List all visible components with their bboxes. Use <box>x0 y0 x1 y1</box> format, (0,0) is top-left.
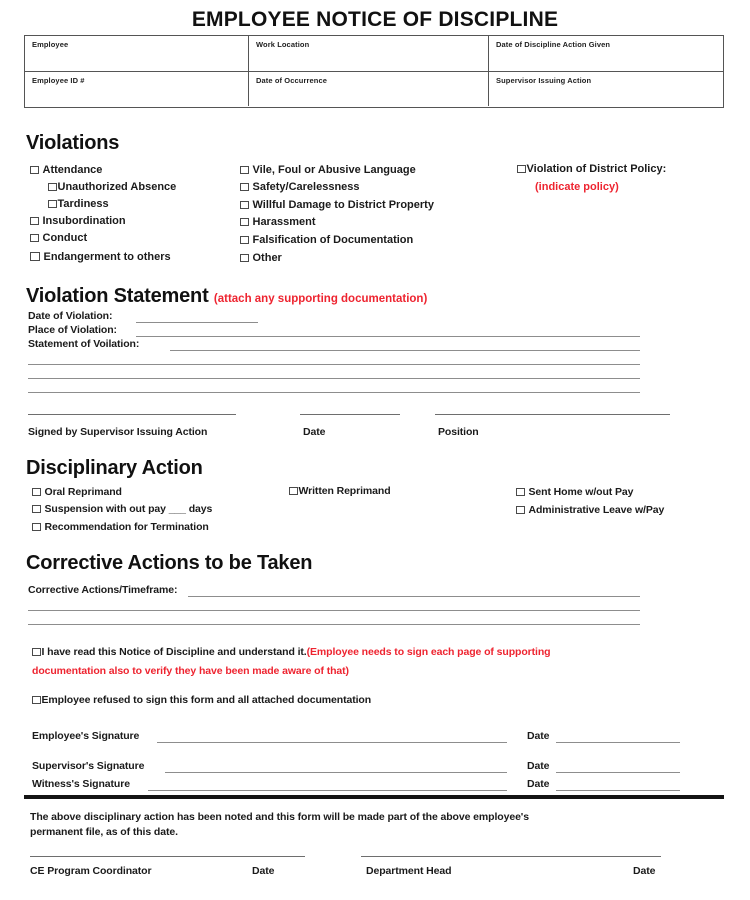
signature-line-ce-program-coordinator[interactable] <box>30 856 305 857</box>
statement-line-2[interactable] <box>28 364 640 365</box>
page-title: EMPLOYEE NOTICE OF DISCIPLINE <box>191 8 559 31</box>
employee-info-table <box>24 35 724 108</box>
checkbox-label: Recommendation for Termination <box>44 521 209 533</box>
input-place-of-violation[interactable] <box>136 336 640 337</box>
signature-line-date[interactable] <box>300 414 400 415</box>
checkbox-recommendation-for-termination[interactable] <box>32 521 209 533</box>
checkbox-label: I have read this Notice of Discipline and understand it. <box>41 646 307 658</box>
signature-line-department-head[interactable] <box>361 856 661 857</box>
checkbox-box-icon[interactable] <box>240 166 249 175</box>
caption-department-head-date: Date <box>633 865 656 877</box>
checkbox-box-icon[interactable] <box>516 488 525 497</box>
input-corrective-actions-timeframe[interactable] <box>188 596 640 597</box>
checkbox-tardiness[interactable] <box>48 198 109 210</box>
checkbox-box-icon[interactable] <box>240 254 249 263</box>
checkbox-box-icon[interactable] <box>289 487 298 496</box>
input-witness-signature[interactable] <box>148 790 507 791</box>
checkbox-box-icon[interactable] <box>30 252 40 262</box>
checkbox-box-icon[interactable] <box>240 218 249 227</box>
checkbox-unauthorized-absence[interactable] <box>48 181 176 193</box>
cell-date-of-discipline-action-given[interactable]: Date of Discipline Action Given <box>488 36 722 71</box>
label-employee-signature: Employee's Signature <box>32 730 140 742</box>
violations-heading: Violations <box>26 132 120 154</box>
checkbox-attendance[interactable] <box>30 164 102 176</box>
statement-line-4[interactable] <box>28 392 640 393</box>
footer-statement <box>30 810 529 840</box>
checkbox-label: Oral Reprimand <box>44 486 122 498</box>
table-row <box>25 36 723 72</box>
cell-employee-id[interactable]: Employee ID # <box>32 76 85 85</box>
checkbox-box-icon[interactable] <box>240 236 249 245</box>
checkbox-label: Unauthorized Absence <box>57 181 177 193</box>
checkbox-vile-foul-abusive-language[interactable] <box>240 164 416 176</box>
checkbox-written-reprimand[interactable] <box>289 485 391 497</box>
checkbox-box-icon[interactable] <box>48 200 57 209</box>
checkbox-box-icon[interactable] <box>240 201 249 210</box>
corrective-actions-line-2[interactable] <box>28 610 640 611</box>
checkbox-box-icon[interactable] <box>517 165 526 174</box>
checkbox-administrative-leave-with-pay[interactable] <box>516 504 664 516</box>
footer-statement-line2: permanent file, as of this date. <box>30 826 178 838</box>
checkbox-label: Willful Damage to District Property <box>252 199 434 211</box>
checkbox-label: Sent Home w/out Pay <box>528 486 634 498</box>
caption-ce-program-coordinator-date: Date <box>252 865 275 877</box>
label-witness-signature-date: Date <box>527 778 550 790</box>
checkbox-box-icon[interactable] <box>30 217 39 226</box>
checkbox-read-and-understand[interactable] <box>32 646 550 658</box>
label-supervisor-signature-date: Date <box>527 760 550 772</box>
label-employee-signature-date: Date <box>527 730 550 742</box>
checkbox-willful-damage-to-district-property[interactable] <box>240 199 434 211</box>
checkbox-box-icon[interactable] <box>30 234 39 243</box>
checkbox-falsification-of-documentation[interactable] <box>240 234 413 246</box>
checkbox-box-icon[interactable] <box>32 696 41 705</box>
acknowledgement-note-line2-wrap <box>32 664 349 679</box>
table-row <box>25 72 723 106</box>
section-divider <box>24 795 724 799</box>
label-date-of-violation: Date of Violation: <box>28 310 113 322</box>
label-witness-signature: Witness's Signature <box>32 778 130 790</box>
input-supervisor-signature-date[interactable] <box>556 772 680 773</box>
checkbox-label: Employee refused to sign this form and all attached documentation <box>41 694 372 706</box>
label-place-of-violation: Place of Violation: <box>28 324 117 336</box>
checkbox-label: Safety/Carelessness <box>252 181 360 193</box>
checkbox-label: Falsification of Documentation <box>252 234 414 246</box>
input-date-of-violation[interactable] <box>136 322 258 323</box>
checkbox-sent-home-without-pay[interactable] <box>516 486 633 498</box>
checkbox-harassment[interactable] <box>240 216 315 228</box>
checkbox-label: Written Reprimand <box>298 485 391 497</box>
checkbox-label: Other <box>252 252 282 264</box>
cell-work-location[interactable]: Work Location <box>248 36 488 71</box>
checkbox-endangerment-to-others[interactable] <box>30 251 171 263</box>
corrective-actions-line-3[interactable] <box>28 624 640 625</box>
input-employee-signature-date[interactable] <box>556 742 680 743</box>
caption-ce-program-coordinator: CE Program Coordinator <box>30 865 152 877</box>
checkbox-label: Vile, Foul or Abusive Language <box>252 164 416 176</box>
statement-line-3[interactable] <box>28 378 640 379</box>
caption-department-head: Department Head <box>366 865 452 877</box>
checkbox-other[interactable] <box>240 252 282 264</box>
checkbox-box-icon[interactable] <box>240 183 249 192</box>
input-supervisor-signature[interactable] <box>165 772 507 773</box>
checkbox-box-icon[interactable] <box>30 166 39 175</box>
checkbox-box-icon[interactable] <box>32 648 41 657</box>
corrective-actions-heading: Corrective Actions to be Taken <box>26 552 313 574</box>
disciplinary-action-heading: Disciplinary Action <box>26 457 203 479</box>
checkbox-label: Attendance <box>42 164 103 176</box>
checkbox-label: Insubordination <box>42 215 126 227</box>
checkbox-violation-of-district-policy[interactable] <box>517 163 666 175</box>
cell-date-of-occurrence[interactable]: Date of Occurrence <box>248 72 488 106</box>
checkbox-box-icon[interactable] <box>32 505 41 514</box>
checkbox-conduct[interactable] <box>30 232 87 244</box>
checkbox-box-icon[interactable] <box>48 183 57 192</box>
checkbox-label: Harassment <box>252 216 316 228</box>
violation-statement-note: (attach any supporting documentation) <box>213 293 428 305</box>
caption-date: Date <box>303 426 326 438</box>
checkbox-box-icon[interactable] <box>516 506 525 515</box>
footer-statement-line1: The above disciplinary action has been noted and this form will be made part of the above employee's <box>30 811 529 823</box>
checkbox-box-icon[interactable] <box>32 523 41 532</box>
checkbox-label: Suspension with out pay ___ days <box>44 503 213 515</box>
violation-statement-heading: Violation Statement (attach any supporting documentation) <box>26 285 428 307</box>
caption-position: Position <box>438 426 479 438</box>
caption-signed-by-supervisor: Signed by Supervisor Issuing Action <box>28 426 208 438</box>
input-witness-signature-date[interactable] <box>556 790 680 791</box>
checkbox-oral-reprimand[interactable] <box>32 486 122 498</box>
violation-policy-note: (indicate policy) <box>535 181 619 193</box>
cell-supervisor-issuing-action[interactable]: Supervisor Issuing Action <box>488 72 722 106</box>
checkbox-label: Tardiness <box>57 198 109 210</box>
input-employee-signature[interactable] <box>157 742 507 743</box>
checkbox-label: Violation of District Policy: <box>526 163 667 175</box>
acknowledgement-note-line1: (Employee needs to sign each page of supporting <box>306 646 551 658</box>
signature-line-supervisor[interactable] <box>28 414 236 415</box>
label-corrective-actions-timeframe: Corrective Actions/Timeframe: <box>28 584 178 596</box>
checkbox-label: Administrative Leave w/Pay <box>528 504 665 516</box>
checkbox-label: Conduct <box>42 232 88 244</box>
checkbox-suspension-without-pay[interactable] <box>32 503 212 515</box>
acknowledgement-note-line2: documentation also to verify they have been made aware of that) <box>32 665 349 677</box>
label-statement-of-violation: Statement of Voilation: <box>28 338 140 350</box>
cell-employee[interactable]: Employee <box>32 40 69 49</box>
label-supervisor-signature: Supervisor's Signature <box>32 760 145 772</box>
checkbox-employee-refused-to-sign[interactable] <box>32 694 371 706</box>
checkbox-label: Endangerment to others <box>43 251 171 263</box>
checkbox-insubordination[interactable] <box>30 215 126 227</box>
signature-line-position[interactable] <box>435 414 670 415</box>
checkbox-safety-carelessness[interactable] <box>240 181 360 193</box>
checkbox-box-icon[interactable] <box>32 488 41 497</box>
input-statement-of-violation[interactable] <box>170 350 640 351</box>
